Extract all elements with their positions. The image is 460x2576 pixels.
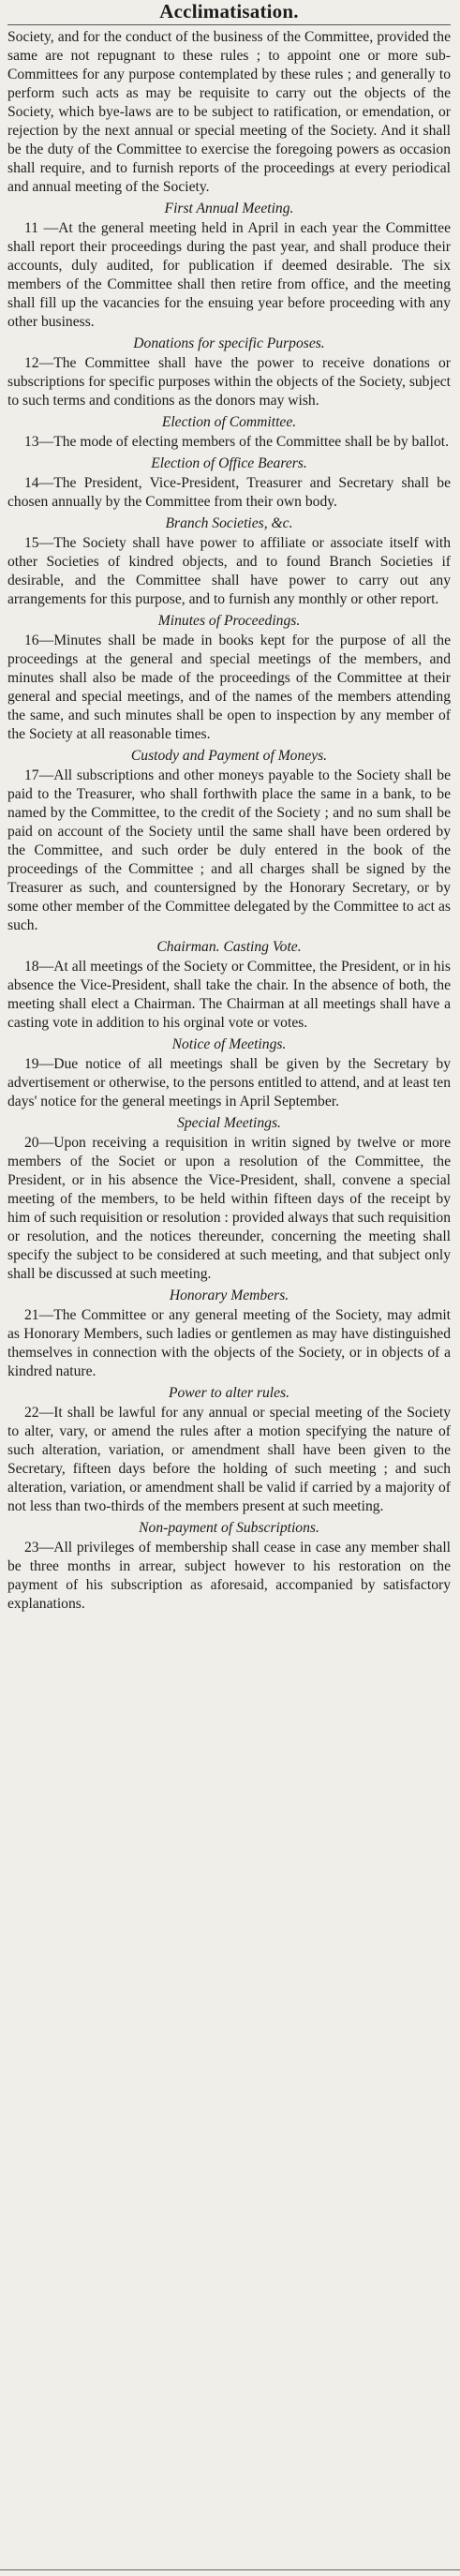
section-heading: Chairman. Casting Vote. <box>156 939 302 955</box>
rule-paragraph: 21—The Committee or any general meeting of the Society, may admit as Honorary Members, such ladies or gentlemen as may have distinguished themselves in connection with the objects of the Society, or in objects of a kindred nature. <box>7 1307 451 1379</box>
section-donations <box>7 335 451 410</box>
section-minutes-of-proceedings <box>7 612 451 744</box>
column-title: Acclimatisation. <box>7 0 451 25</box>
rule-paragraph: 20—Upon receiving a requisition in writin signed by twelve or more members of the Societ or upon a resolution of the Committee, the President, or in his absence the Vice-President, shall, convene a special meeting of the members, to be held within fifteen days of the receipt by him of such requisition or resolution : provided always that such requisition or resolution, and the notices thereunder, concerning the meeting shall specify the subject to be considered at such meeting, and that subject only shall be discussed at such meeting. <box>7 1135 451 1282</box>
section-heading: Special Meetings. <box>177 1115 281 1131</box>
section-heading: Minutes of Proceedings. <box>157 613 301 629</box>
column-bottom-rule <box>0 2569 460 2570</box>
section-notice-of-meetings <box>7 1035 451 1111</box>
rule-paragraph: 12—The Committee shall have the power to receive donations or subscriptions for specific purposes within the objects of the Society, subject to such terms and conditions as the donors may wish. <box>7 355 451 409</box>
section-custody-of-moneys <box>7 747 451 935</box>
section-power-to-alter-rules <box>7 1384 451 1516</box>
section-heading: Honorary Members. <box>169 1288 289 1303</box>
section-branch-societies <box>7 514 451 609</box>
rule-paragraph: 18—At all meetings of the Society or Committee, the President, or in his absence the Vice-President, shall take the chair. In the absence of both, the meeting shall elect a Chairman. The Chairman at all meetings shall have a casting vote in addition to his orginal vote or votes. <box>7 959 451 1031</box>
rule-paragraph: 15—The Society shall have power to affiliate or associate itself with other Societies of kindred objects, and to found Branch Societies if desirable, and the Committee shall have power to carry out any arrangements for this purpose, and to furnish any monthly or other report. <box>7 535 451 607</box>
rule-paragraph: 17—All subscriptions and other moneys payable to the Society shall be paid to the Treasurer, who shall forthwith place the same in a bank, to be named by the Committee, to the credit of the Society ; and no sum shall be paid on account of the Society until the same shall have been ordered by the Committee, and such order be duly entered in the book of the proceedings of the Committee ; and all charges shall be signed by the Treasurer as such, and countersigned by the Honorary Secretary, or by some other member of the Committee delegated by the Committee to act as such. <box>7 767 451 933</box>
section-election-of-committee <box>7 413 451 452</box>
section-first-annual-meeting <box>7 200 451 332</box>
section-heading: Notice of Meetings. <box>171 1036 287 1052</box>
rule-paragraph: 14—The President, Vice-President, Treasurer and Secretary shall be chosen annually by the Committee from their own body. <box>7 475 451 510</box>
section-heading: Donations for specific Purposes. <box>133 335 325 351</box>
section-special-meetings <box>7 1114 451 1284</box>
section-heading: Election of Committee. <box>161 414 297 430</box>
article-body <box>7 28 451 1614</box>
section-election-of-office-bearers <box>7 454 451 512</box>
section-heading: Election of Office Bearers. <box>151 455 307 471</box>
rule-paragraph: 22—It shall be lawful for any annual or special meeting of the Society to alter, vary, or amend the rules after a motion specifying the nature of such alteration, variation, or amendment shall have been given to the Secretary, fifteen days before the holding of such meeting ; and such alteration, variation, or amendment shall be valid if carried by a majority of not less than two-thirds of the members present at such meeting. <box>7 1405 451 1514</box>
section-heading: First Annual Meeting. <box>164 201 294 216</box>
section-heading: Power to alter rules. <box>168 1385 290 1401</box>
rule-paragraph: 11 —At the general meeting held in April in each year the Committee shall report their proceedings during the past year, and shall produce their accounts, duly audited, for publication if deemed desirable. The six members of the Committee shall then retire from office, and the meeting shall fill up the vacancies for the ensuing year before proceeding with any other business. <box>7 220 451 330</box>
section-honorary-members <box>7 1287 451 1381</box>
section-chairman-casting-vote <box>7 938 451 1033</box>
section-heading: Branch Societies, &c. <box>165 515 293 531</box>
intro-paragraph: Society, and for the conduct of the business of the Committee, provided the same are not repugnant to these rules ; to appoint one or more sub-Committees for any purpose contemplated by these rules ; and generally to perform such acts as may be requisite to carry out the objects of the Society, which bye-laws are to be subject to ratification, or emendation, or rejection by the next annual or special meeting of the Society. And it shall be the duty of the Committee to exercise the foregoing powers as occasion shall require, and to furnish reports of the proceedings at every periodical and annual meeting of the Society. <box>7 29 451 195</box>
rule-paragraph: 19—Due notice of all meetings shall be given by the Secretary by advertisement or otherwise, to the persons entitled to attend, and at least ten days' notice for the general meetings in April September. <box>7 1056 451 1109</box>
rule-paragraph: 13—The mode of electing members of the Committee shall be by ballot. <box>24 434 449 450</box>
rule-paragraph: 16—Minutes shall be made in books kept for the purpose of all the proceedings at the general and special meetings of the members, and minutes shall also be made of the proceedings of the Committee at their general and special meetings, and of the names of the members attending the same, and such minutes shall be open to inspection by any member of the Society at all reasonable times. <box>7 633 451 742</box>
section-heading: Custody and Payment of Moneys. <box>130 748 328 764</box>
section-non-payment <box>7 1519 451 1614</box>
rule-paragraph: 23—All privileges of membership shall cease in case any member shall be three months in arrear, subject however to his restoration on the payment of his subscription as aforesaid, accompanied by satisfactory explanations. <box>7 1540 451 1612</box>
section-heading: Non-payment of Subscriptions. <box>139 1520 319 1536</box>
